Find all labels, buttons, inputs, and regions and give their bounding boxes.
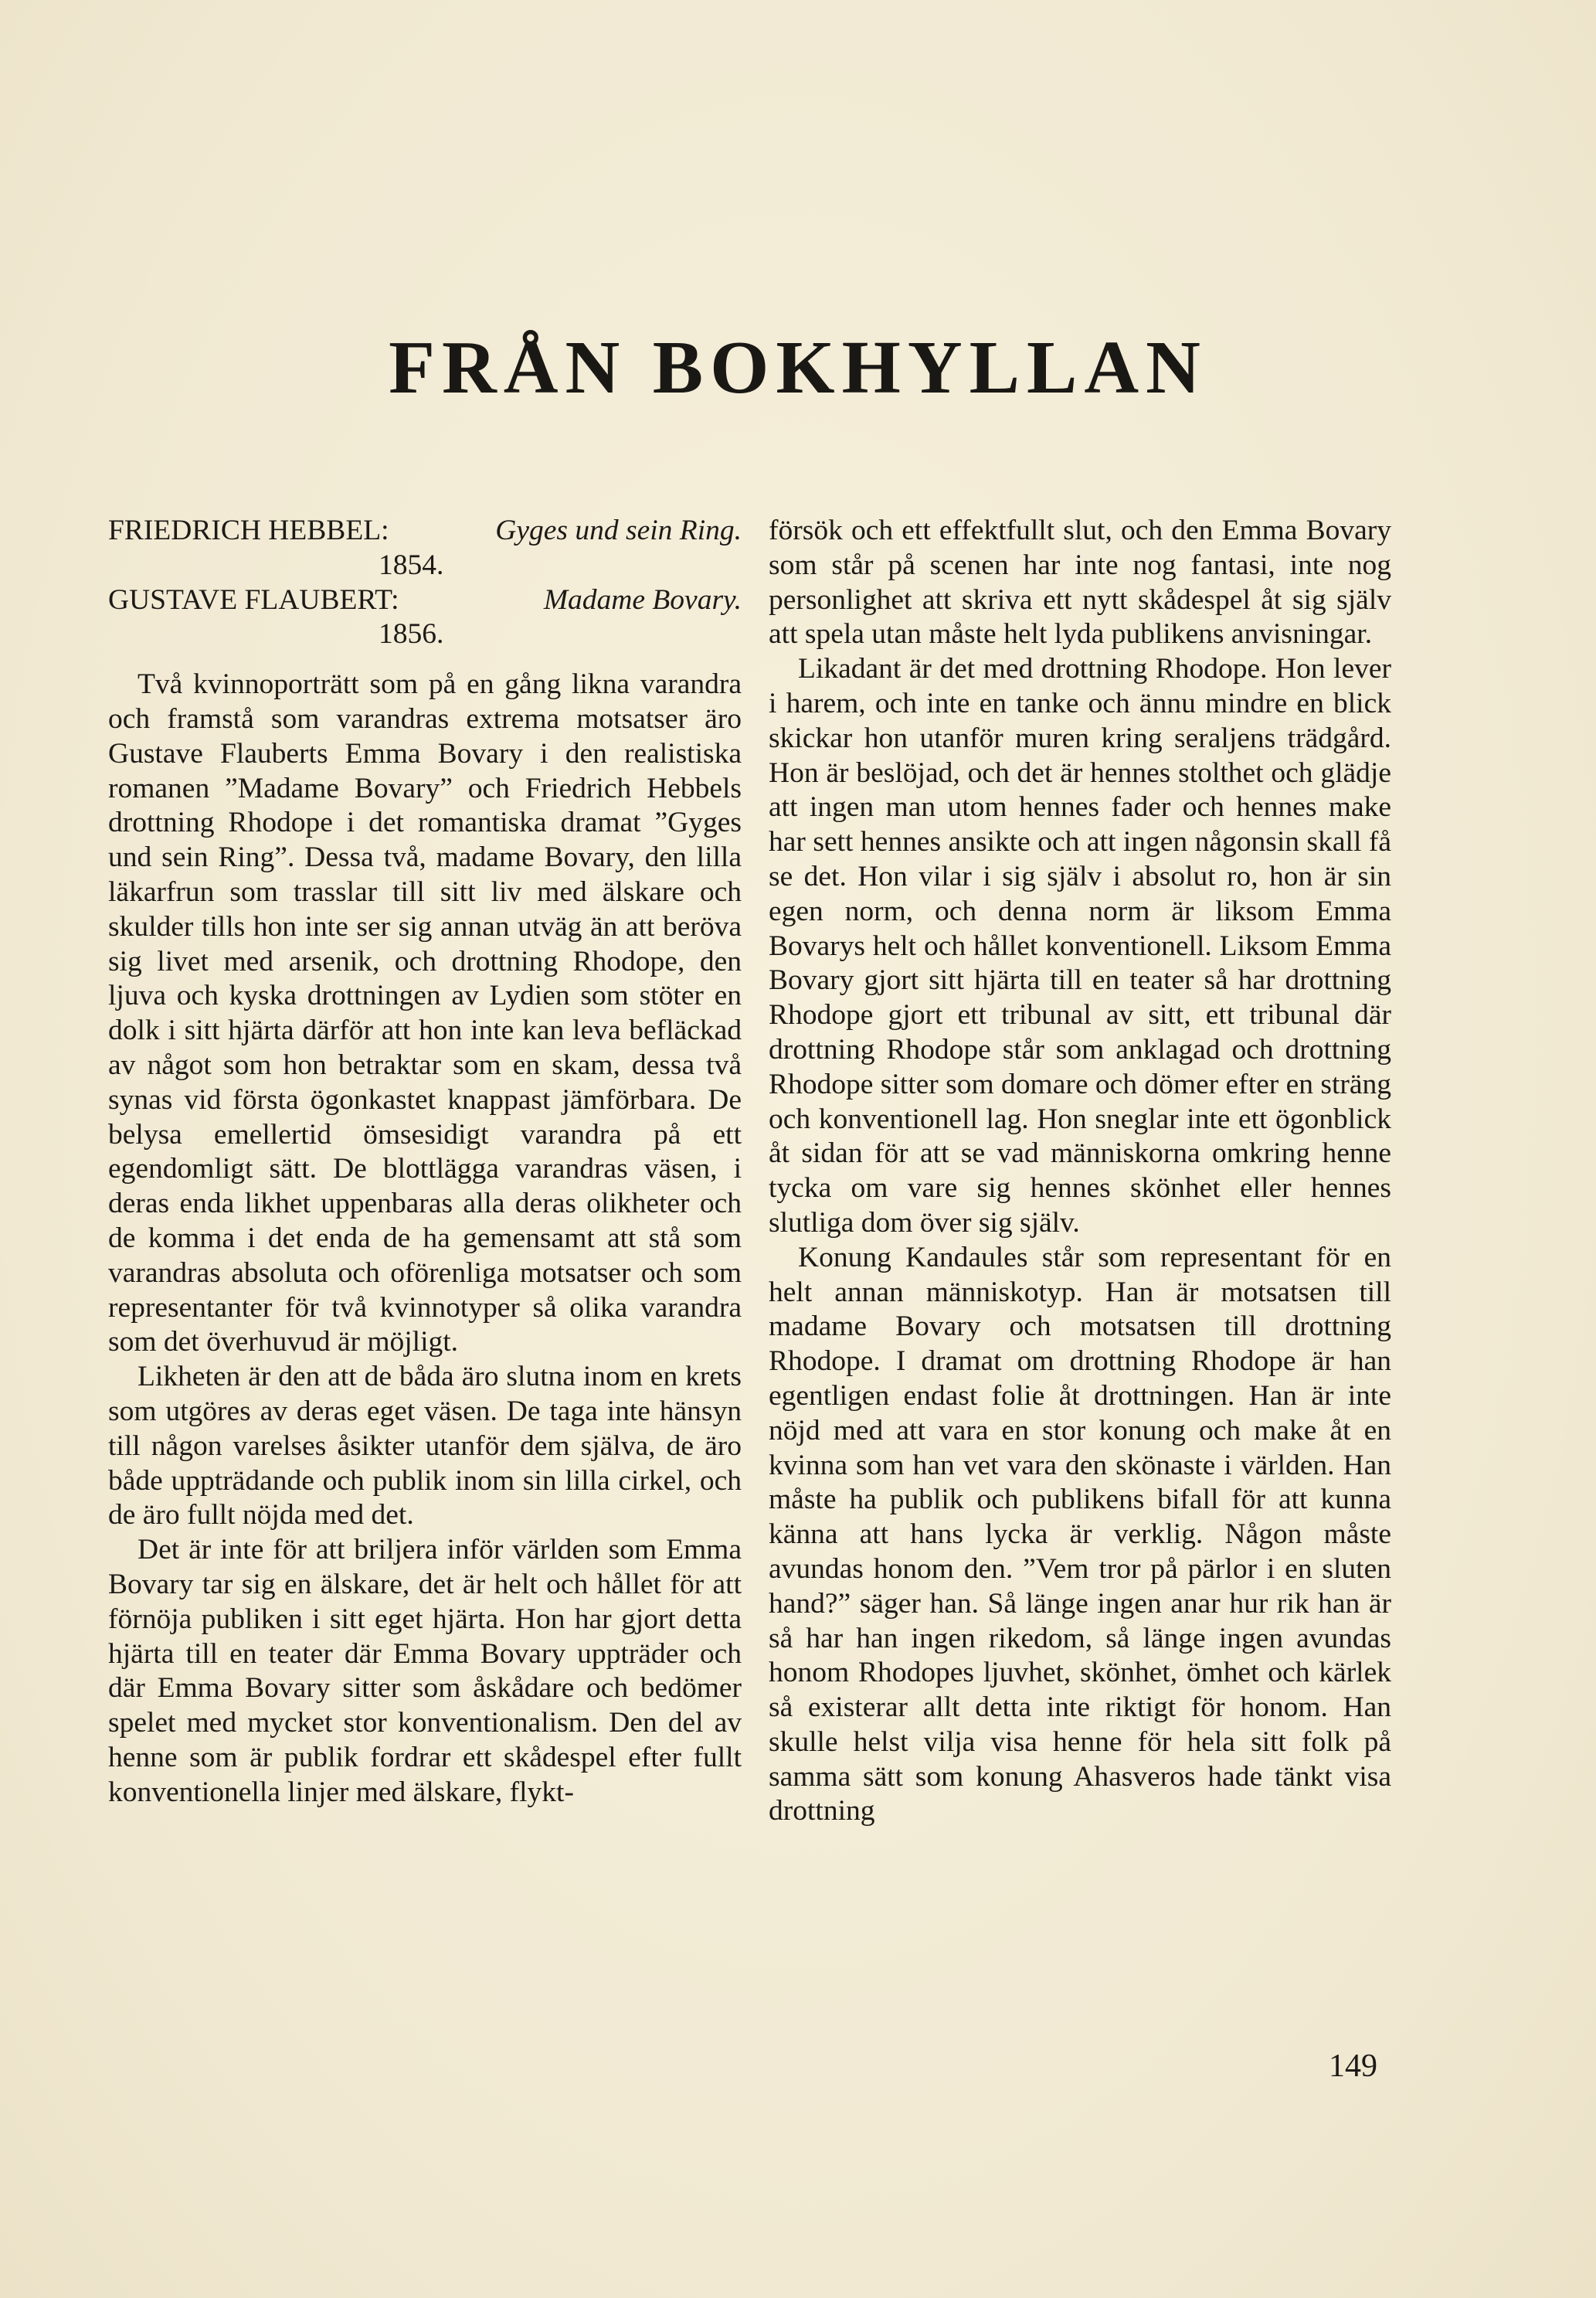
source-author: FRIEDRICH HEBBEL:	[108, 515, 389, 546]
source-citation-flaubert	[108, 583, 742, 653]
source-author: GUSTAVE FLAUBERT:	[108, 583, 399, 616]
left-column	[108, 514, 742, 1810]
source-year: 1856.	[379, 618, 444, 651]
page-number: 149	[1329, 2048, 1377, 2084]
body-paragraph: Likadant är det med drottning Rhodope. Hon lever i harem, och inte en tanke och ännu mindre en blick skickar hon utanför muren kring seraljens trädgård. Hon är beslöjad, och det är hennes stolthet och glädje att ingen man utom hennes fader och hennes make har sett hennes ansikte och att ingen någonsin skall få se det. Hon vilar i sig själv i absolut ro, hon är sin egen norm, och denna norm är liksom Emma Bovarys helt och hållet konventionell. Liksom Emma Bovary gjort sitt hjärta till en teater så har drottning Rhodope gjort ett tribunal av sitt, ett tribunal där drottning Rhodope står som anklagad och drottning Rhodope sitter som domare och dömer efter en sträng och konventionell lag. Hon sneglar inte ett ögonblick åt sidan för att se vad människorna omkring henne tycka om vare sig hennes skönhet eller hennes slutliga dom över sig själv.	[769, 653, 1392, 1239]
body-paragraph: Konung Kandaules står som representant för en helt annan människotyp. Han är motsatsen till madame Bovary och motsatsen till drottning Rhodope. I dramat om drottning Rhodope är han egentligen endast folie åt drottningen. Han är inte nöjd med att vara en stor konung och make åt en kvinna som han vet vara den skönaste i världen. Han måste ha publik och publikens bifall för att kunna känna att hans lycka är verklig. Någon måste avundas honom den. ”Vem tror på pärlor i en sluten hand?” säger han. Så länge ingen anar hur rik han är så har han ingen rikedom, så länge ingen avundas honom Rhodopes ljuvhet, skönhet, ömhet och kärlek så existerar allt detta inte riktigt för honom. Han skulle helst vilja visa henne för hela sitt folk på samma sätt som konung Ahasveros hade tänkt visa drottning	[769, 1241, 1391, 1827]
source-title: Gyges und sein Ring.	[495, 515, 742, 546]
source-title: Madame Bovary.	[543, 583, 742, 616]
section-title: FRÅN BOKHYLLAN	[389, 326, 1207, 410]
source-citation-hebbel	[108, 514, 742, 583]
body-paragraph: Två kvinnoporträtt som på en gång likna varandra och framstå som varandras extrema motsatser äro Gustave Flauberts Emma Bovary i den realistiska romanen ”Madame Bovary” och Friedrich Hebbels drottning Rhodope i det romantiska dramat ”Gyges und sein Ring”. Dessa två, madame Bovary, den lilla läkarfrun som trasslar till sitt liv med älskare och skulder tills hon inte ser sig annan utväg än att beröva sig livet med arsenik, och drottning Rhodope, den ljuva och kyska drottningen av Lydien som stöter en dolk i sitt hjärta därför att hon inte kan leva befläckad av något som hon betraktar som en skam, dessa två synas vid första ögonkastet knappast jämförbara. De belysa emellertid ömsesidigt varandra på ett egendomligt sätt. De blottlägga varandras väsen, i deras enda likhet uppenbaras alla deras olikheter och de komma i det enda de ha gemensamt att stå som varandras absoluta och oförenliga motsatser och som representanter för två kvinnotyper så olika varandra som det överhuvud är möjligt.	[108, 668, 742, 1358]
right-column	[769, 514, 1391, 1829]
source-year: 1854.	[379, 549, 444, 581]
body-paragraph: Det är inte för att briljera inför världen som Emma Bovary tar sig en älskare, det är helt och hållet för att förnöja publiken i sitt eget hjärta. Hon har gjort detta hjärta till en teater där Emma Bovary uppträder och där Emma Bovary sitter som åskådare och bedömer spelet med mycket stor konventionalism. Den del av henne som är publik fordrar ett skådespel efter fullt konventionella linjer med älskare, flykt-	[108, 1534, 742, 1808]
body-paragraph: Likheten är den att de båda äro slutna inom en krets som utgöres av deras eget väsen. De taga inte hänsyn till någon varelses åsikter utanför dem själva, de äro både uppträdande och publik inom sin lilla cirkel, och de äro fullt nöjda med det.	[108, 1361, 742, 1531]
body-paragraph: försök och ett effektfullt slut, och den Emma Bovary som står på scenen har inte nog fantasi, inte nog personlighet att skriva ett nytt skådespel åt sig själv att spela utan måste helt lyda publikens anvisningar.	[769, 515, 1391, 651]
